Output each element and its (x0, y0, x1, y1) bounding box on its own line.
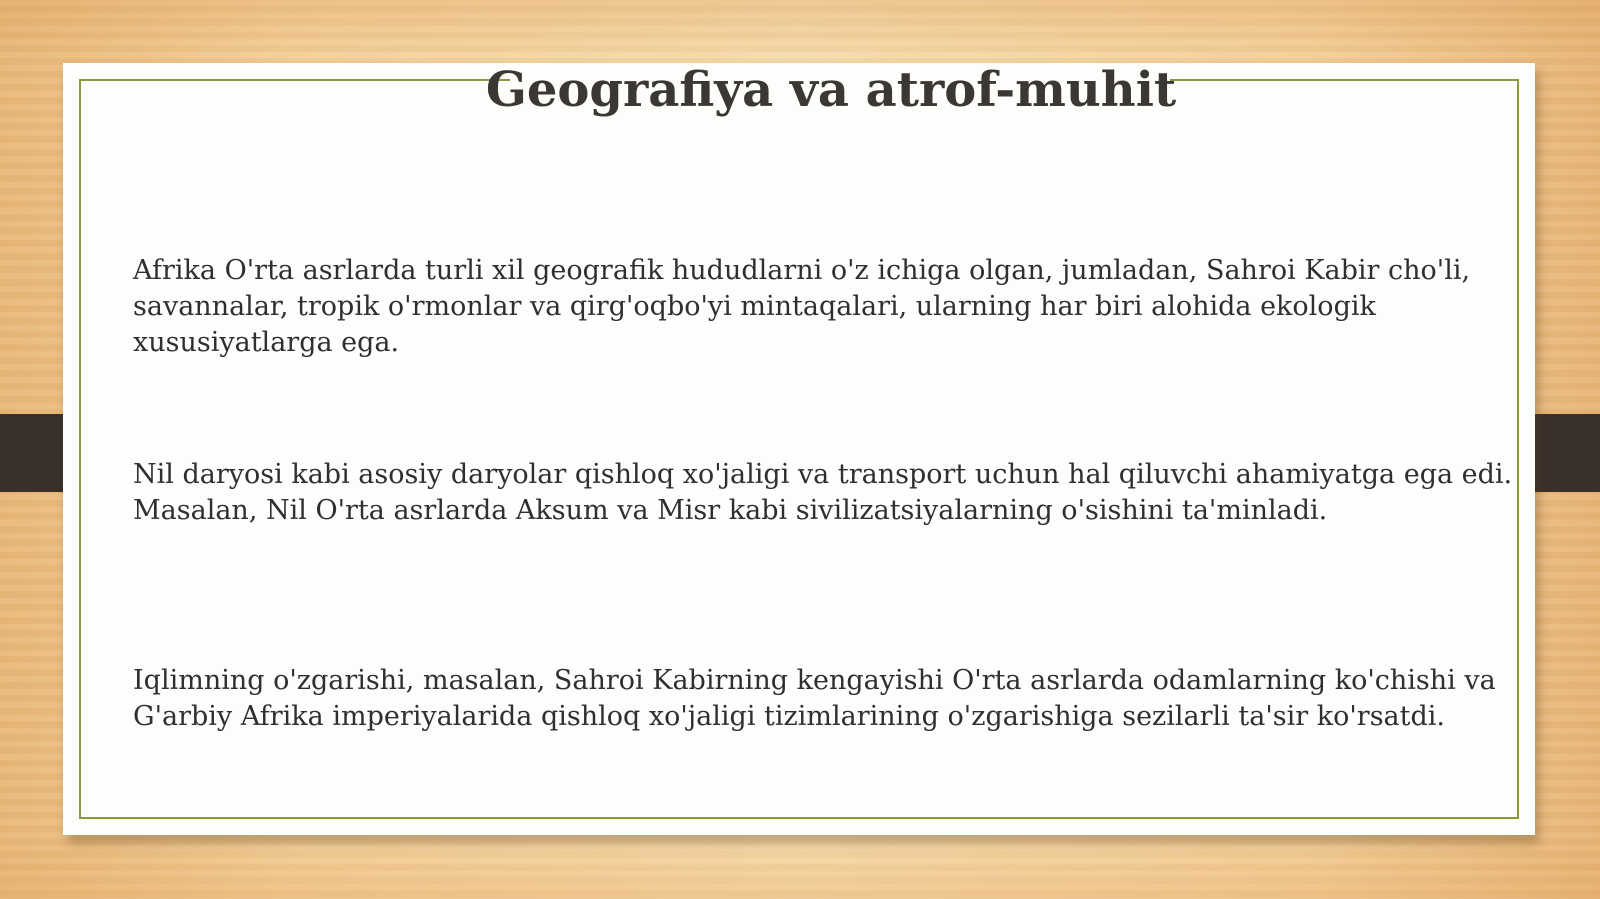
paragraph-geography: Afrika O'rta asrlarda turli xil geografik hududlarni o'z ichiga olgan, jumladan, Sahroi Kabir cho'li, savannalar, tropik o'rmonlar va qirg'oqbo'yi mintaqalari, ularning har biri alohida ekologik xususiyatlarga ega. (133, 255, 1471, 358)
paragraph-rivers: Nil daryosi kabi asosiy daryolar qishloq xo'jaligi va transport uchun hal qiluvchi ahamiyatga ega edi. Masalan, Nil O'rta asrlarda Aksum va Misr kabi sivilizatsiyalarning o'sishini ta'minladi. (133, 459, 1513, 526)
wood-background-top (0, 0, 1600, 60)
paragraph-climate: Iqlimning o'zgarishi, masalan, Sahroi Kabirning kengayishi O'rta asrlarda odamlarning ko'chishi va G'arbiy Afrika imperiyalarida qishloq xo'jaligi tizimlarining o'zgarishiga sezilarli ta'sir ko'rsatdi. (133, 665, 1496, 732)
slide-title: Geografiya va atrof-muhit (485, 62, 1177, 118)
wood-background-bottom (0, 829, 1600, 899)
